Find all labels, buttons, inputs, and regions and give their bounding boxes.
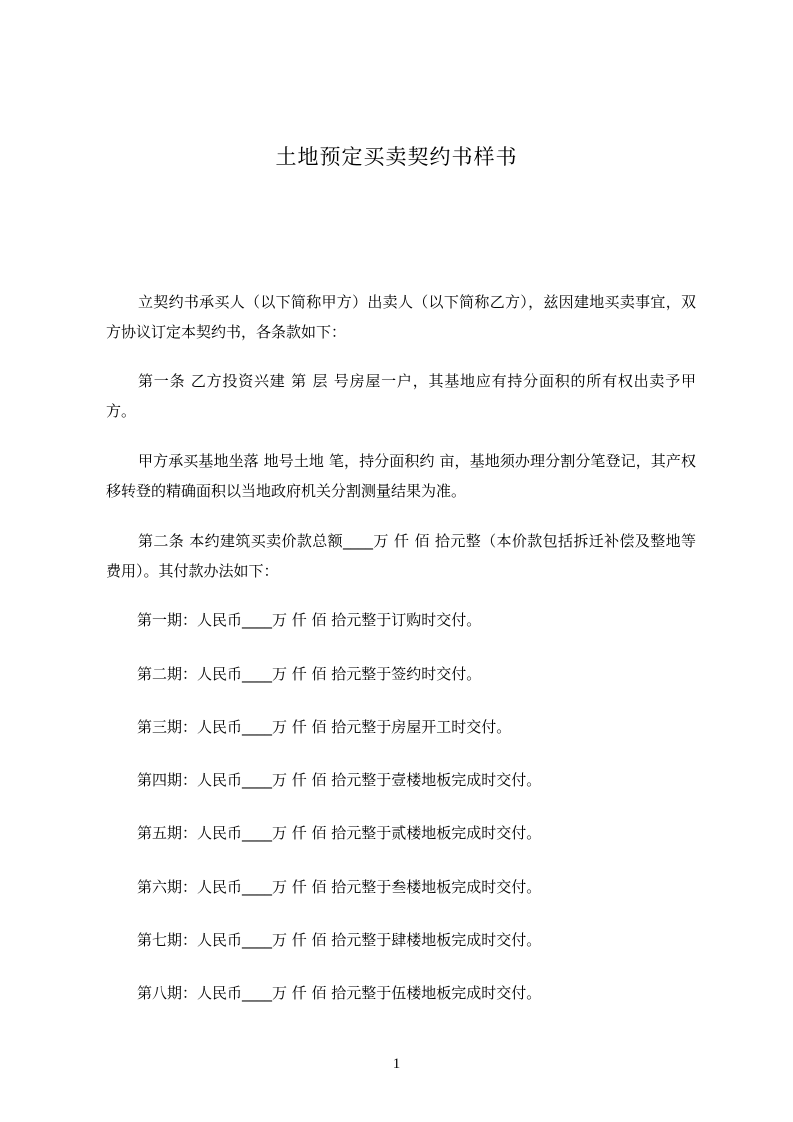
- document-title: 土地预定买卖契约书样书: [275, 145, 518, 169]
- payment-stage-6: 第六期：人民币____万 仟 佰 拾元整于叁楼地板完成时交付。: [137, 878, 542, 896]
- payment-stage-2: 第二期：人民币____万 仟 佰 拾元整于签约时交付。: [137, 665, 482, 683]
- payment-stage-4: 第四期：人民币____万 仟 佰 拾元整于壹楼地板完成时交付。: [137, 771, 542, 789]
- page-number: 1: [392, 1056, 401, 1072]
- payment-stage-1: 第一期：人民币____万 仟 佰 拾元整于订购时交付。: [137, 611, 482, 629]
- payment-stage-7: 第七期：人民币____万 仟 佰 拾元整于肆楼地板完成时交付。: [137, 931, 542, 949]
- payment-stage-8: 第八期：人民币____万 仟 佰 拾元整于伍楼地板完成时交付。: [137, 984, 542, 1002]
- payment-stage-5: 第五期：人民币____万 仟 佰 拾元整于贰楼地板完成时交付。: [137, 824, 542, 842]
- article-one-paragraph: 第一条 乙方投资兴建 第 层 号房屋一户，其基地应有持分面积的所有权出卖予甲方。: [106, 372, 696, 420]
- intro-paragraph: 立契约书承买人（以下简称甲方）出卖人（以下简称乙方），兹因建地买卖事宜，双方协议订定本契约书，各条款如下：: [106, 293, 696, 341]
- payment-stage-3: 第三期：人民币____万 仟 佰 拾元整于房屋开工时交付。: [137, 718, 512, 736]
- land-details-paragraph: 甲方承买基地坐落 地号土地 笔，持分面积约 亩，基地须办理分割分笔登记，其产权移转登的精确面积以当地政府机关分割测量结果为准。: [106, 452, 696, 500]
- article-two-paragraph: 第二条 本约建筑买卖价款总额____万 仟 佰 拾元整（本价款包括拆迁补偿及整地等费用）。其付款办法如下：: [106, 532, 696, 580]
